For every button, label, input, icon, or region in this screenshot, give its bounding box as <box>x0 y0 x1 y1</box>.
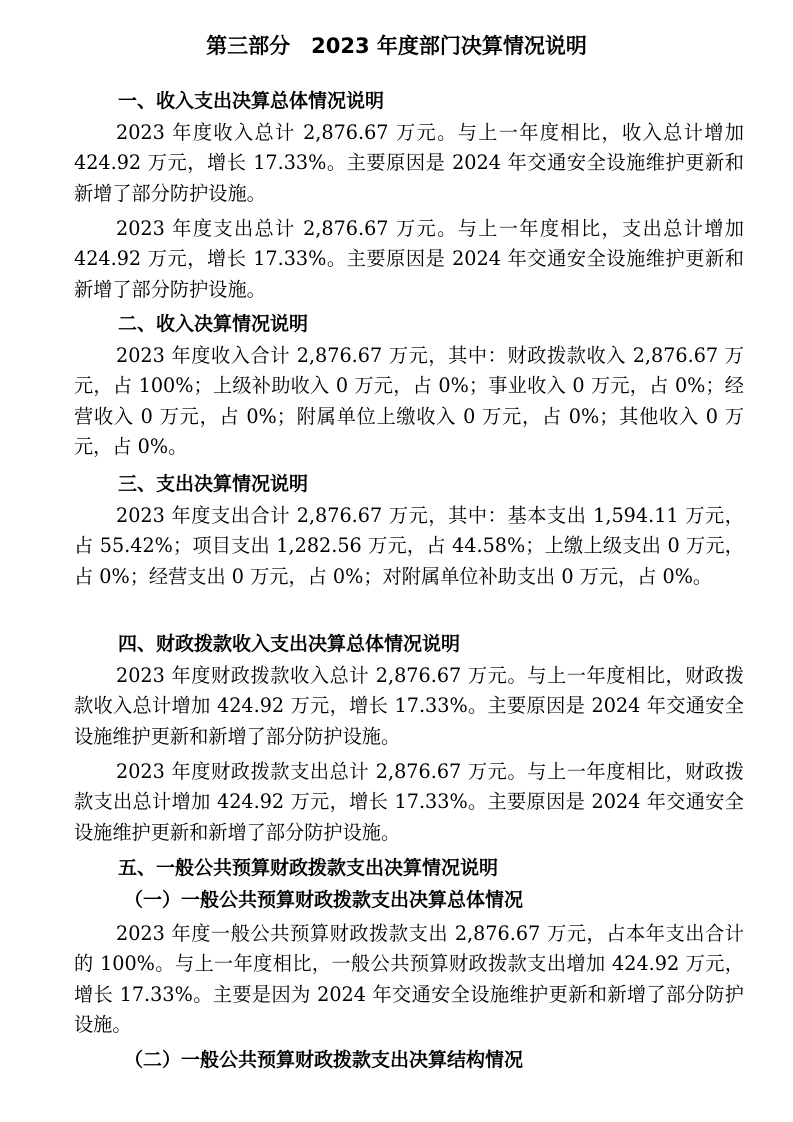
subsection-heading-2: （二）一般公共预算财政拨款支出决算结构情况 <box>124 1049 524 1071</box>
section-heading-3: 三、支出决算情况说明 <box>118 473 309 495</box>
paragraph: 2023 年度财政拨款收入总计 2,876.67 万元。与上一年度相比，财政拨款收入总计增加 424.92 万元，增长 17.33%。主要原因是 2024 年交通安全设施维护更新和新增了部分防护设施。 <box>74 664 744 748</box>
paragraph: 2023 年度支出总计 2,876.67 万元。与上一年度相比，支出总计增加 424.92 万元，增长 17.33%。主要原因是 2024 年交通安全设施维护更新和新增了部分防护设施。 <box>74 217 744 301</box>
paragraph: 2023 年度收入合计 2,876.67 万元，其中：财政拨款收入 2,876.67 万元，占 100%；上级补助收入 0 万元，占 0%；事业收入 0 万元，占 0%；经营收入 0 万元，占 0%；附属单位上缴收入 0 万元，占 0%；其他收入 0 万元，占 0%。 <box>74 344 744 459</box>
section-heading-5: 五、一般公共预算财政拨款支出决算情况说明 <box>118 857 499 879</box>
paragraph: 2023 年度财政拨款支出总计 2,876.67 万元。与上一年度相比，财政拨款支出总计增加 424.92 万元，增长 17.33%。主要原因是 2024 年交通安全设施维护更新和新增了部分防护设施。 <box>74 760 744 844</box>
section-heading-4: 四、财政拨款收入支出决算总体情况说明 <box>118 633 461 655</box>
paragraph: 2023 年度收入总计 2,876.67 万元。与上一年度相比，收入总计增加 424.92 万元，增长 17.33%。主要原因是 2024 年交通安全设施维护更新和新增了部分防护设施。 <box>74 121 744 205</box>
paragraph: 2023 年度一般公共预算财政拨款支出 2,876.67 万元，占本年支出合计的 100%。与上一年度相比，一般公共预算财政拨款支出增加 424.92 万元，增长 17.33%。主要是因为 2024 年交通安全设施维护更新和新增了部分防护设施。 <box>74 922 744 1037</box>
page-title: 第三部分 2023 年度部门决算情况说明 <box>206 34 587 58</box>
subsection-heading-1: （一）一般公共预算财政拨款支出决算总体情况 <box>124 889 524 911</box>
section-heading-1: 一、收入支出决算总体情况说明 <box>118 90 385 112</box>
section-heading-2: 二、收入决算情况说明 <box>118 313 309 335</box>
paragraph: 2023 年度支出合计 2,876.67 万元，其中：基本支出 1,594.11 万元，占 55.42%；项目支出 1,282.56 万元，占 44.58%；上缴上级支出 0 万元，占 0%；经营支出 0 万元，占 0%；对附属单位补助支出 0 万元，占 0%。 <box>74 504 744 588</box>
